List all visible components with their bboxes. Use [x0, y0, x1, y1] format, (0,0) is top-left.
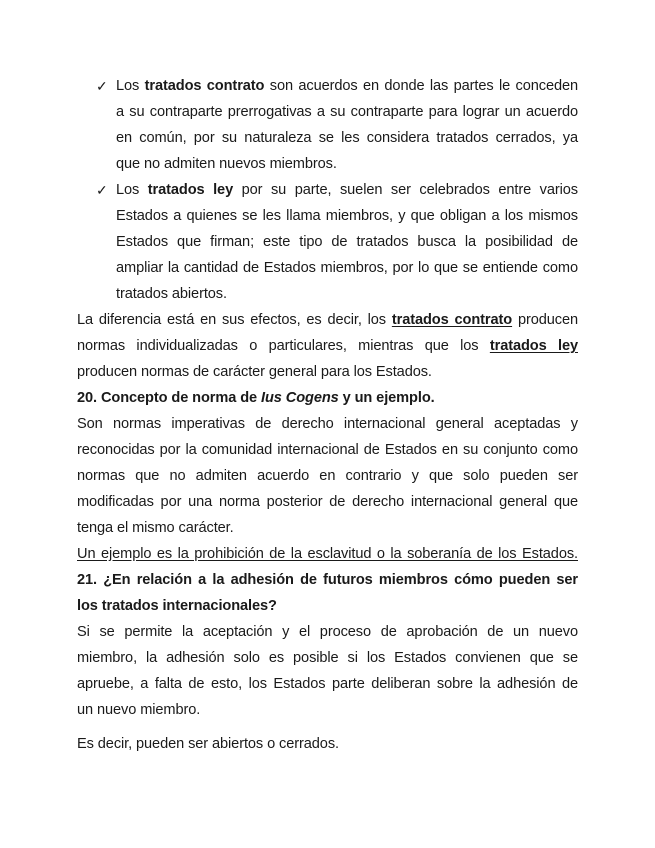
diferencia-line-2: normas individualizadas o particulares, mientras que los tratados ley: [77, 338, 578, 354]
q20-example: Un ejemplo es la prohibición de la esclavitud o la soberanía de los Estados.: [77, 546, 578, 562]
q20-line-4: modificadas por una norma posterior de derecho internacional general que: [77, 494, 578, 510]
bullet-2-line-3: Estados que firman; este tipo de tratados busca la posibilidad de: [116, 234, 578, 250]
term-tratados-ley-underlined: tratados ley: [489, 338, 578, 354]
diferencia-line-3: producen normas de carácter general para los Estados.: [77, 364, 432, 380]
bullet-1-line-3: en común, por su naturaleza se les considera tratados cerrados, ya: [116, 130, 578, 146]
bullet-1-line-1: Los tratados contrato son acuerdos en donde las partes le conceden: [116, 78, 579, 94]
bullet-1-line-2: a su contraparte prerrogativas a su contraparte para lograr un acuerdo: [116, 104, 578, 120]
term-tratados-contrato-underlined: tratados contrato: [391, 312, 513, 328]
q21-line-4: un nuevo miembro.: [77, 702, 201, 718]
question-20-heading: 20. Concepto de norma de Ius Cogens y un ejemplo.: [77, 390, 435, 406]
conclusion: Es decir, pueden ser abiertos o cerrados.: [77, 736, 339, 752]
q20-line-3: normas que no admiten acuerdo en contrario y que solo pueden ser: [77, 468, 578, 484]
term-tratados-contrato: tratados contrato: [144, 78, 265, 94]
q21-line-2: miembro, la adhesión solo es posible si los Estados convienen que se: [77, 650, 578, 666]
bullet-2-line-4: ampliar la cantidad de Estados miembros, por lo que se entiende como: [116, 260, 578, 276]
bullet-1-line-4: que no admiten nuevos miembros.: [116, 156, 337, 172]
question-21-heading-line-2: los tratados internacionales?: [77, 598, 277, 614]
question-21-heading-line-1: 21. ¿En relación a la adhesión de futuros miembros cómo pueden ser: [77, 572, 578, 588]
bullet-2-line-2: Estados a quienes se les llama miembros, y que obligan a los mismos: [116, 208, 578, 224]
q21-line-1: Si se permite la aceptación y el proceso de aprobación de un nuevo: [77, 624, 578, 640]
bullet-2-line-1: Los tratados ley por su parte, suelen ser celebrados entre varios: [116, 182, 578, 198]
q21-line-3: apruebe, a falta de esto, los Estados parte deliberan sobre la adhesión de: [77, 676, 578, 692]
q20-line-2: reconocidas por la comunidad internacional de Estados en su conjunto como: [77, 442, 578, 458]
q20-line-5: tenga el mismo carácter.: [77, 520, 234, 536]
q20-line-1: Son normas imperativas de derecho internacional general aceptadas y: [77, 416, 578, 432]
checkmark-icon: ✓: [96, 182, 108, 198]
diferencia-line-1: La diferencia está en sus efectos, es decir, los tratados contrato producen: [77, 312, 578, 328]
checkmark-icon: ✓: [96, 78, 108, 94]
bullet-2-line-5: tratados abiertos.: [116, 286, 227, 302]
term-tratados-ley: tratados ley: [147, 182, 234, 198]
